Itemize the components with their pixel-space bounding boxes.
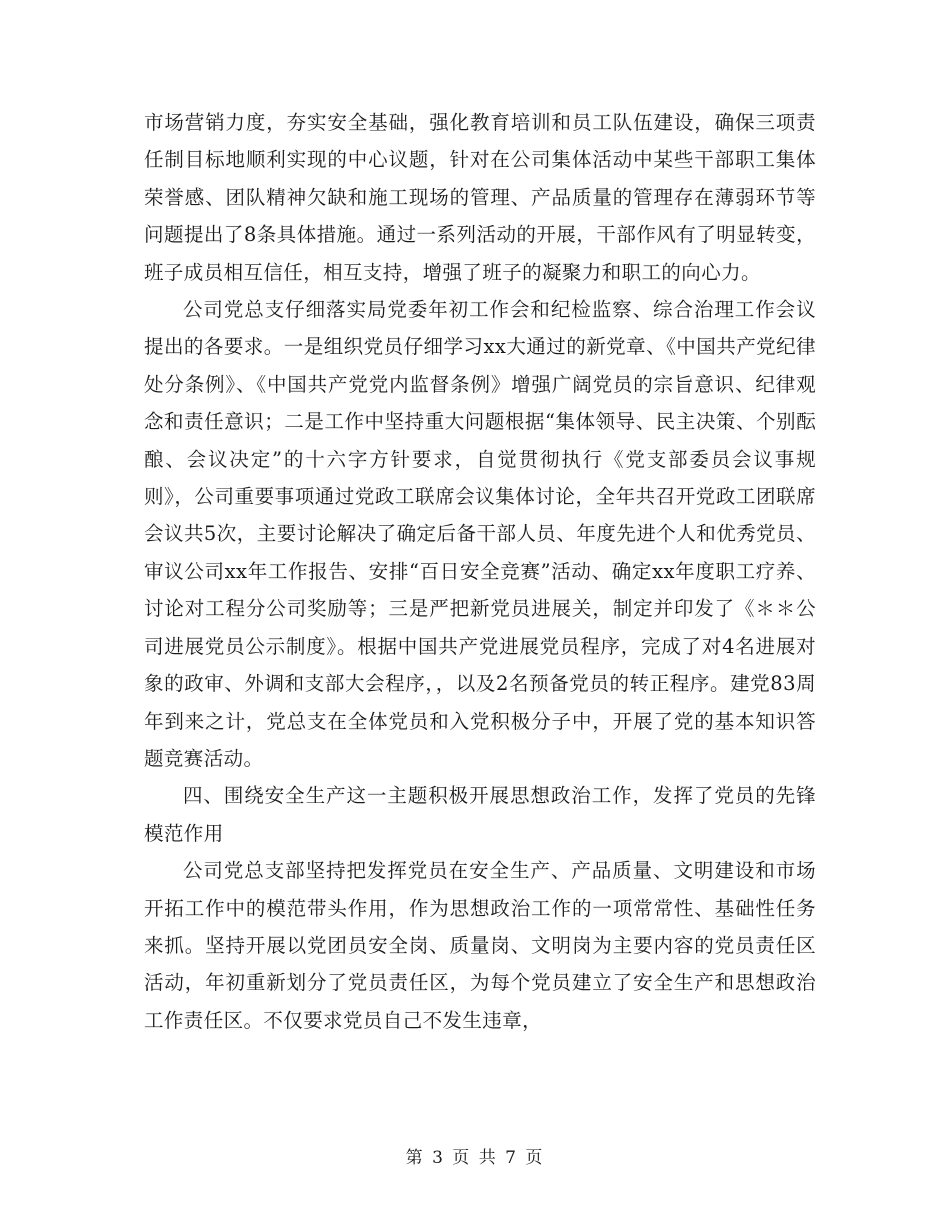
page-number-footer: 第 3 页 共 7 页 — [405, 1148, 545, 1168]
paragraph-2: 公司党总支仔细落实局党委年初工作会和纪检监察、综合治理工作会议提出的各要求。一是组织党员仔细学习xx大通过的新党章、《中国共产党纪律处分条例》、《中国共产党党内监督条例》增强广阔党员的宗旨意识、纪律观念和责任意识；二是工作中坚持重大问题根据“集体领导、民主决策、个别酝酿、会议决定”的十六字方针要求，自觉贯彻执行《党支部委员会议事规则》，公司重要事项通过党政工联席会议集体讨论，全年共召开党政工团联席会议共5次，主要讨论解决了确定后备干部人员、年度先进个人和优秀党员、审议公司xx年工作报告、安排“百日安全竞赛”活动、确定xx年度职工疗养、讨论对工程分公司奖励等；三是严把新党员进展关，制定并印发了《＊＊公司进展党员公示制度》。根据中国共产党进展党员程序，完成了对4名进展对象的政审、外调和支部大会程序，，以及2名预备党员的转正程序。建党83周年到来之计，党总支在全体党员和入党积极分子中，开展了党的基本知识答题竞赛活动。 — [144, 298, 816, 770]
document-body — [144, 104, 816, 1039]
section-heading-4: 四、围绕安全生产这一主题积极开展思想政治工作，发挥了党员的先锋模范作用 — [144, 784, 816, 845]
paragraph-1: 市场营销力度，夯实安全基础，强化教育培训和员工队伍建设，确保三项责任制目标地顺利实现的中心议题，针对在公司集体活动中某些干部职工集体荣誉感、团队精神欠缺和施工现场的管理、产品质量的管理存在薄弱环节等问题提出了8条具体措施。通过一系列活动的开展，干部作风有了明显转变，班子成员相互信任，相互支持，增强了班子的凝聚力和职工的向心力。 — [144, 111, 816, 284]
paragraph-3: 公司党总支部坚持把发挥党员在安全生产、产品质量、文明建设和市场开拓工作中的模范带头作用，作为思想政治工作的一项常常性、基础性任务来抓。坚持开展以党团员安全岗、质量岗、文明岗为主要内容的党员责任区活动，年初重新划分了党员责任区，为每个党员建立了安全生产和思想政治工作责任区。不仅要求党员自己不发生违章， — [144, 859, 816, 1032]
